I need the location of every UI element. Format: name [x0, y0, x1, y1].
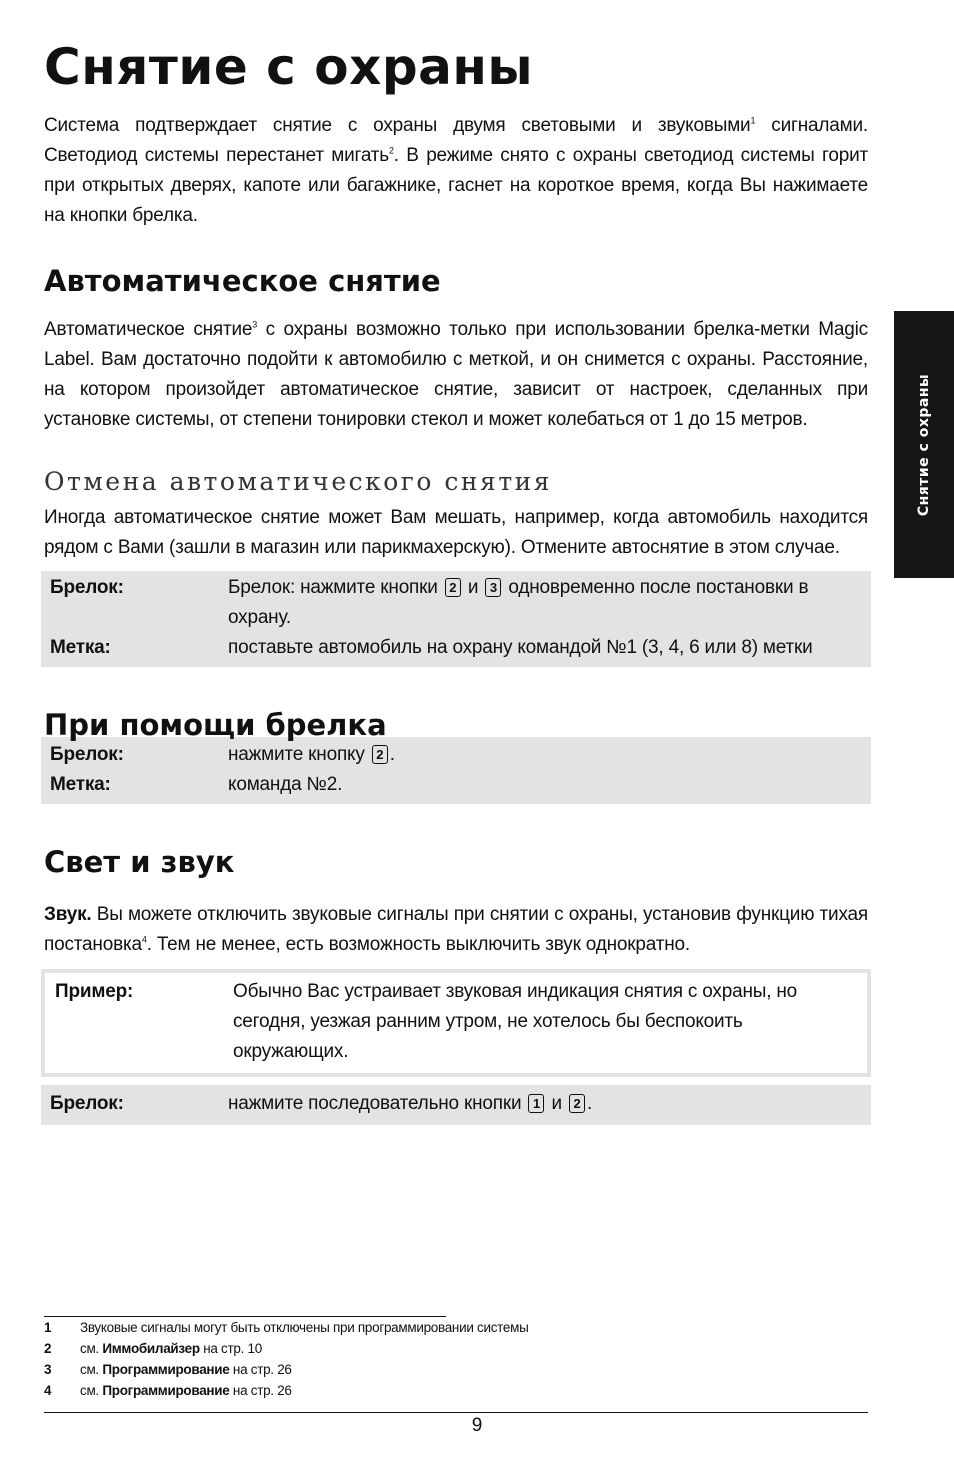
heading-light-sound: Свет и звук	[44, 845, 235, 879]
sound-lead: Звук.	[44, 904, 92, 925]
footnote-number: 4	[44, 1383, 52, 1398]
footnote-number: 2	[44, 1341, 52, 1356]
heading-auto-disarm: Автоматическое снятие	[44, 264, 441, 298]
row-text: и	[462, 577, 484, 598]
footnote-bold: Программирование	[102, 1383, 230, 1398]
sound-instructions-box	[41, 1085, 871, 1125]
fob-button-2-icon: 2	[445, 578, 461, 597]
intro-paragraph	[44, 111, 868, 231]
footnote-text: см.	[80, 1362, 103, 1377]
side-tab-label: Снятие с охраны	[916, 373, 932, 516]
row-value	[228, 573, 863, 633]
row-value: команда №2.	[228, 774, 343, 795]
auto-paragraph	[44, 315, 868, 435]
footnote-bold: Иммобилайзер	[102, 1341, 200, 1356]
fob-button-1-icon: 1	[528, 1094, 544, 1113]
fob-button-2-icon: 2	[372, 745, 388, 764]
example-text: Обычно Вас устраивает звуковая индикация снятия с охраны, но сегодня, уезжая ранним утром, не хотелось бы беспокоить окружающих.	[233, 981, 798, 1062]
heading-cancel-auto: Отмена автоматического снятия	[44, 467, 553, 496]
section-side-tab	[894, 311, 954, 578]
main-content	[44, 32, 868, 1125]
sound-paragraph	[44, 900, 868, 960]
footnote-item	[44, 1359, 844, 1380]
instruction-row-fob	[50, 740, 863, 770]
sound-text-1: Вы можете отключить звуковые сигналы при снятии с охраны, установив функцию тихая постановка	[44, 904, 868, 955]
example-label: Пример:	[55, 981, 134, 1002]
example-row	[55, 977, 857, 1067]
cancel-instructions-box	[41, 571, 871, 667]
instruction-row-fob	[50, 573, 863, 633]
footnote-item	[44, 1338, 844, 1359]
fob-button-2-icon: 2	[569, 1094, 585, 1113]
footnotes	[44, 1317, 844, 1401]
footnote-bold: Программирование	[102, 1362, 230, 1377]
footnote-item	[44, 1380, 844, 1401]
footnote-number: 3	[44, 1362, 52, 1377]
footnote-number: 1	[44, 1320, 52, 1335]
row-label: Метка:	[50, 637, 111, 658]
cancel-paragraph: Иногда автоматическое снятие может Вам мешать, например, когда автомобиль находится рядом с Вами (зашли в магазин или парикмахерскую). Отмените автоснятие в этом случае.	[44, 507, 868, 558]
row-value	[228, 740, 863, 770]
intro-text-2: сигналами. Светодиод системы перестанет мигать	[44, 115, 868, 166]
footnote-text: см.	[80, 1383, 103, 1398]
row-text: .	[587, 1093, 593, 1114]
footnote-ref-3: 3	[252, 319, 258, 330]
auto-text-2: с охраны возможно только при использовании брелка-метки Magic Label. Вам достаточно подойти к автомобилю с меткой, и он снимется с охраны. Расстояние, на котором произойдет автоматическое снятие, зависит от настроек, сделанных при установке системы, от степени тонировки стекол и может колебаться от 1 до 15 метров.	[44, 319, 868, 430]
row-text: и	[546, 1093, 568, 1114]
intro-text-1: Система подтверждает снятие с охраны двумя световыми и звуковыми	[44, 115, 751, 136]
footnote-ref-1: 1	[750, 115, 756, 126]
row-label: Метка:	[50, 774, 111, 795]
row-value: поставьте автомобиль на охрану командой №1 (3, 4, 6 или 8) метки	[228, 637, 813, 658]
footnote-text: Звуковые сигналы могут быть отключены при программировании системы	[80, 1320, 529, 1335]
footnote-ref-4: 4	[141, 934, 147, 945]
page-number: 9	[471, 1415, 483, 1436]
footnote-item	[44, 1317, 844, 1338]
row-text: Брелок: нажмите кнопки	[228, 577, 443, 598]
row-label: Брелок:	[50, 1093, 124, 1114]
instruction-row-fob	[50, 1089, 863, 1119]
auto-text-1: Автоматическое снятие	[44, 319, 253, 340]
fob-instructions-box	[41, 737, 871, 804]
footnote-text: см.	[80, 1341, 103, 1356]
row-text: .	[389, 744, 395, 765]
footnote-text: на стр. 26	[229, 1383, 292, 1398]
page-bottom-rule	[44, 1412, 868, 1413]
example-box	[41, 969, 871, 1077]
row-label: Брелок:	[50, 577, 124, 598]
instruction-row-tag	[50, 633, 863, 663]
row-text: нажмите последовательно кнопки	[228, 1093, 527, 1114]
intro-text-3: . В режиме снято с охраны светодиод системы горит при открытых дверях, капоте или багажнике, гаснет на короткое время, когда Вы нажимаете на кнопки брелка.	[44, 145, 869, 226]
footnote-ref-2: 2	[388, 145, 394, 156]
row-value	[228, 1089, 863, 1119]
heading-by-fob: При помощи брелка	[44, 708, 387, 742]
row-text: нажмите кнопку	[228, 744, 370, 765]
row-label: Брелок:	[50, 744, 124, 765]
instruction-row-tag	[50, 770, 863, 800]
fob-button-3-icon: 3	[485, 578, 501, 597]
row-text: одновременно после постановки в охрану.	[228, 577, 809, 628]
footnote-text: на стр. 10	[199, 1341, 262, 1356]
footnote-text: на стр. 26	[229, 1362, 292, 1377]
sound-text-2: . Тем не менее, есть возможность выключить звук однократно.	[146, 934, 690, 955]
page-title: Снятие с охраны	[44, 38, 534, 96]
